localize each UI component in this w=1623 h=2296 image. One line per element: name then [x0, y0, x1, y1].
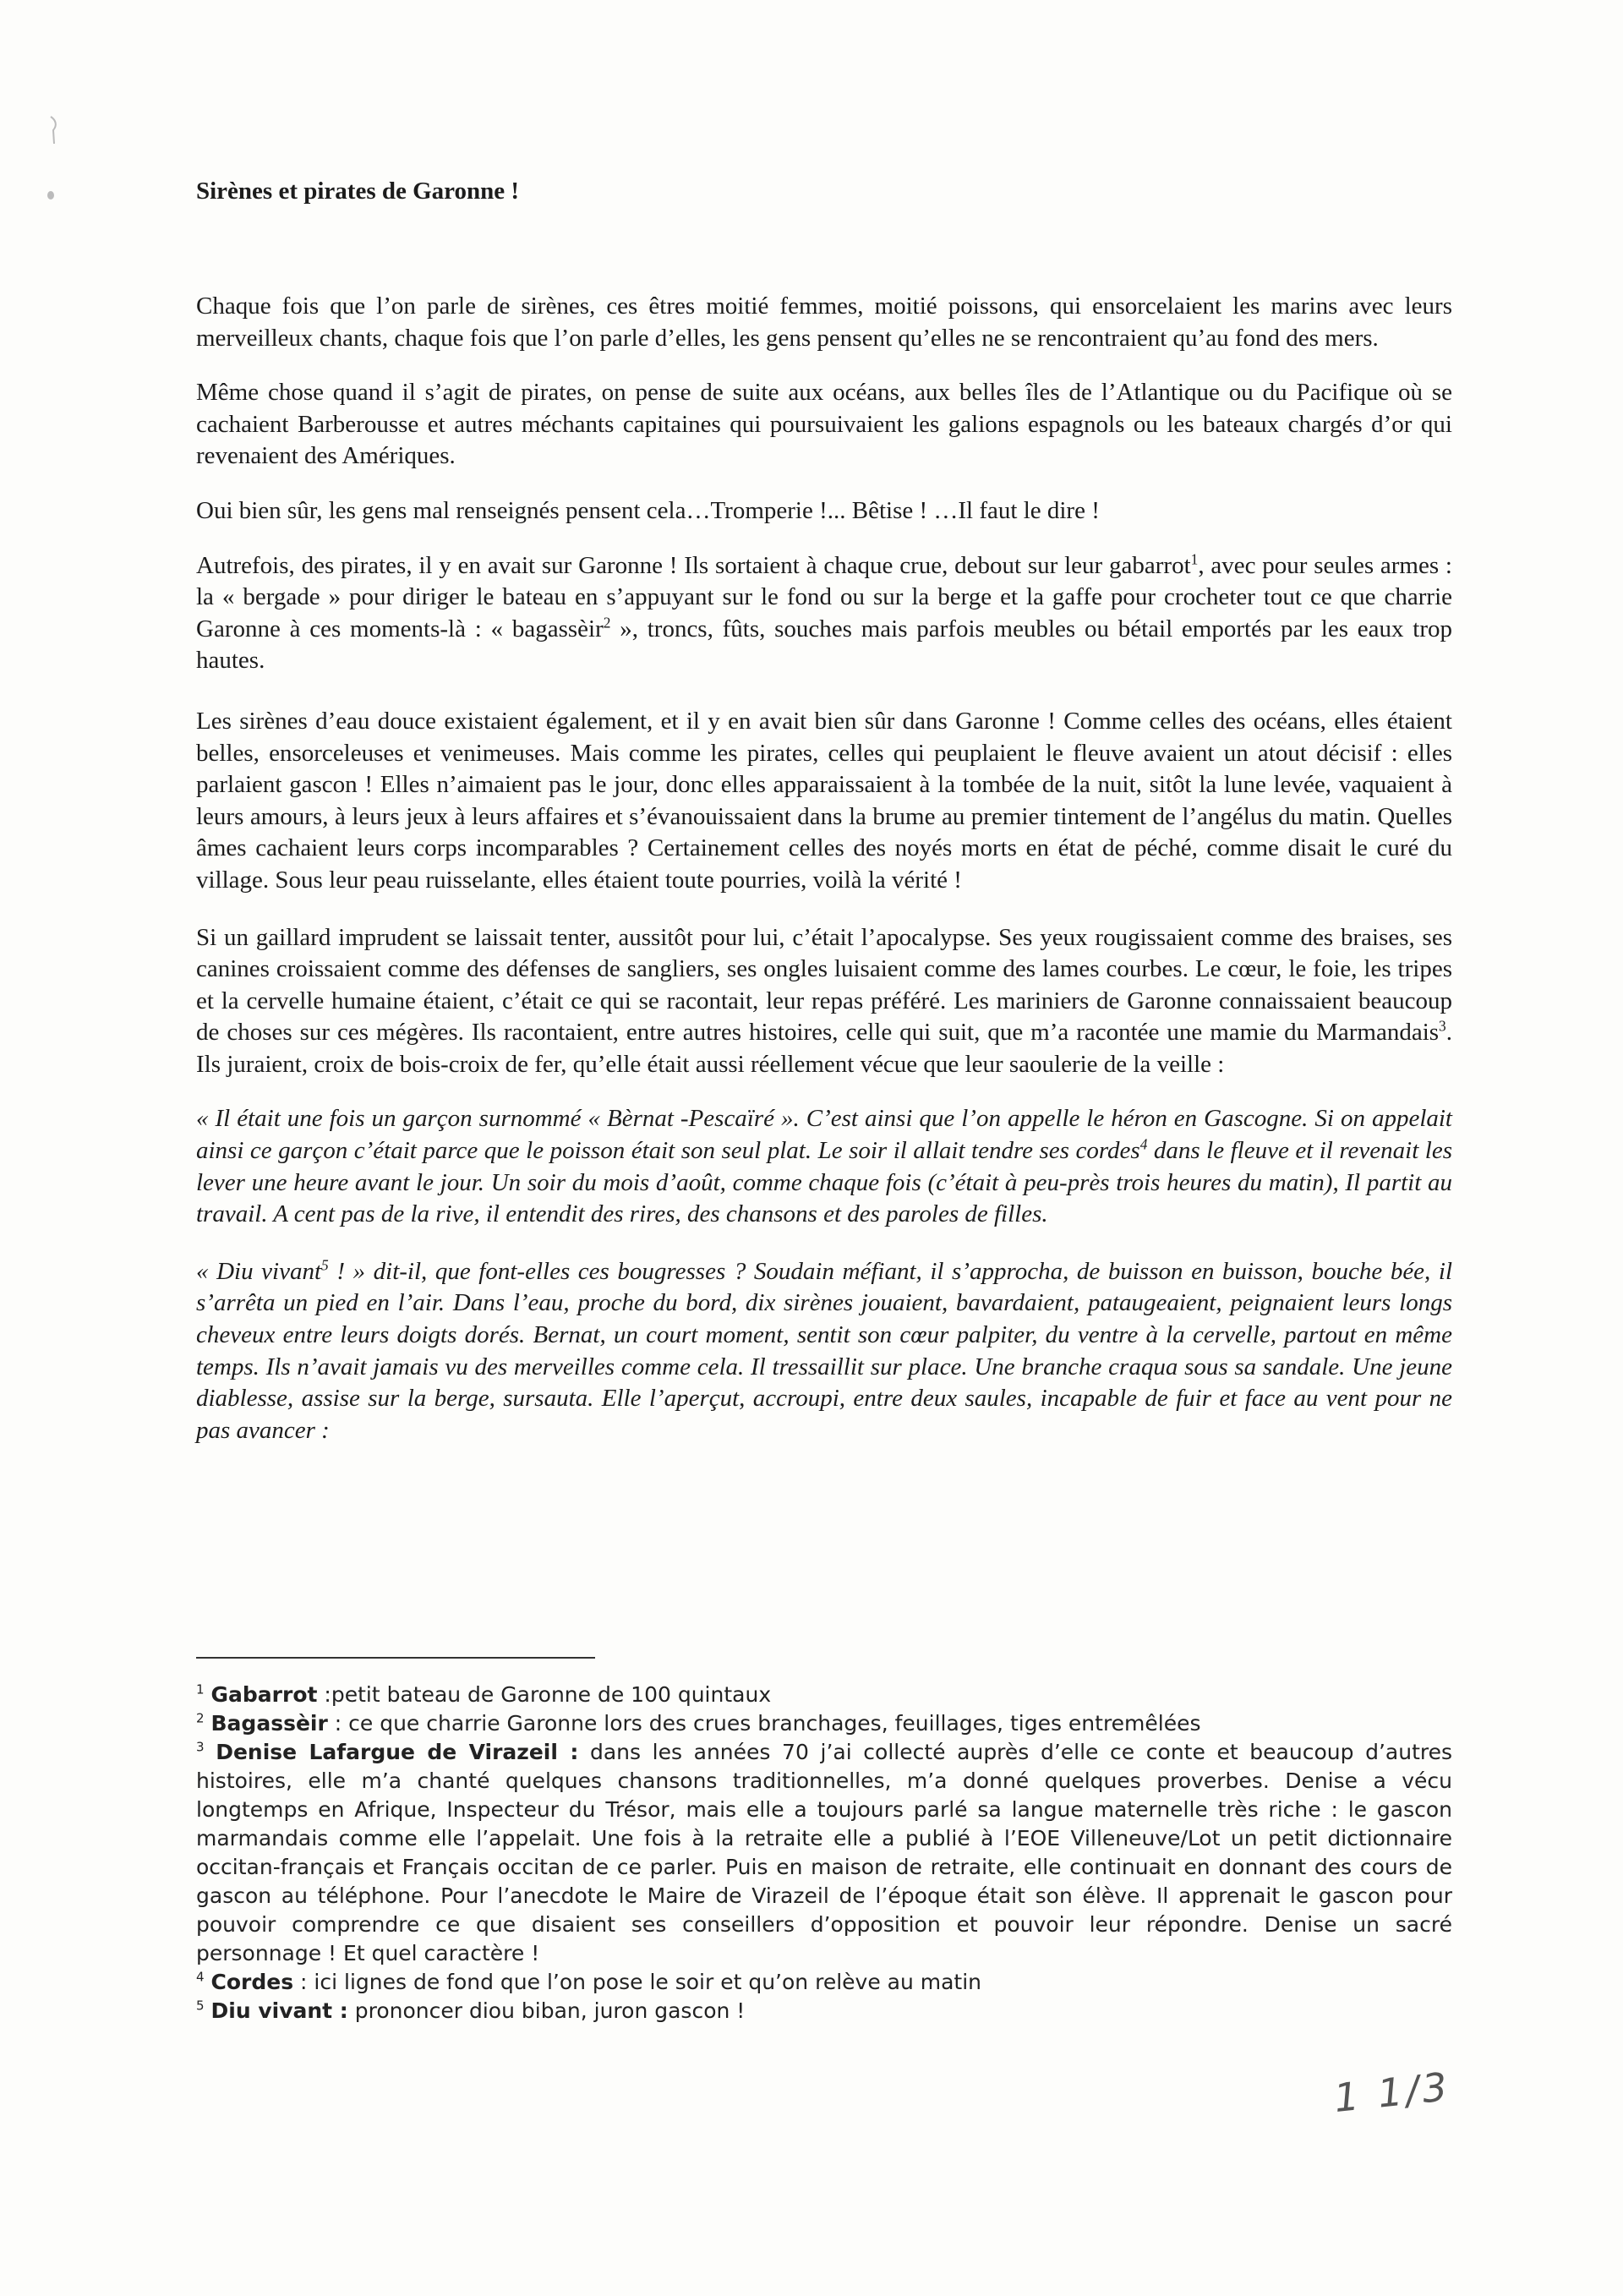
paragraph-6: Si un gaillard imprudent se laissait tenter, aussitôt pour lui, c’était l’apocalypse. Ses yeux rougissaient comme des braises, ses canines croissaient comme des défenses de sangliers, ses ongles luisaient comme des lames courbes. Le cœur, le foie, les tripes et la cervelle humaine étaient, c’était ce qui se racontait, leur repas préféré. Les mariniers de Garonne connaissaient beaucoup de choses sur ces mégères. Ils racontaient, entre autres histoires, celle qui suit, que m’a racontée une mamie du Marmandais$^3$. Ils juraient, croix de bois-croix de fer, qu’elle était aussi réellement vécue que leur saoulerie de la veille : — [196, 923, 1452, 1078]
title-block — [196, 178, 1452, 205]
footnotes — [196, 1681, 1452, 2025]
footnote-1: $^1$ Gabarrot :petit bateau de Garonne de 100 quintaux — [196, 1681, 772, 1707]
footnote-ref: 5 — [321, 1256, 329, 1274]
footnote-3: $^3$ Denise Lafargue de Virazeil : dans les années 70 j’ai collecté auprès d’elle ce conte et beaucoup d’autres histoires, elle m’a chanté quelques chansons traditionnelles, m’a donné quelques proverbes. Denise a vécu longtemps en Afrique, Inspecteur du Trésor, mais elle a toujours parlé sa langue maternelle très riche : le gascon marmandais comme elle l’appelait. Une fois à la retraite elle a publié à l’EOE Villeneuve/Lot un petit dictionnaire occitan-français et Français occitan de ce parler. Puis en maison de retraite, elle continuait en donnant des cours de gascon au téléphone. Pour l’anecdote le Maire de Virazeil de l’époque était son élève. Il apprenait le gascon pour pouvoir comprendre ce que disaient ses conseillers d’opposition et pouvoir leur répondre. Denise un sacré personnage ! Et quel caractère ! — [196, 1739, 1453, 1965]
footnote-ref: 2 — [603, 614, 611, 631]
footnote-ref: 4 — [1139, 1135, 1148, 1153]
paragraph-7-italic: « Il était une fois un garçon surnommé « Bèrnat -Pescaïré ». C’est ainsi que l’on appelle le héron en Gascogne. Si on appelait ainsi ce garçon c’était parce que le poisson était son seul plat. Le soir il allait tendre ses cordes$^4$ dans le fleuve et il revenait les lever une heure avant le jour. Un soir du mois d’août, comme chaque fois (c’était à peu-près trois heures du matin), Il partit au travail. A cent pas de la rive, il entendit des rires, des chansons et des paroles de filles. — [196, 1105, 1452, 1228]
footnote-ref: 1 — [1190, 549, 1199, 567]
margin-mark-icon — [46, 115, 61, 145]
paragraph-8-italic: « Diu vivant$^5$ ! » dit-il, que font-elles ces bougresses ? Soudain méfiant, il s’approcha, de buisson en buisson, bouche bée, il s’arrêta un pied en l’air. Dans l’eau, proche du bord, dix sirènes jouaient, bavardaient, pataugeaient, peignaient leurs longs cheveux entre leurs doigts dorés. Bernat, un court moment, sentit son cœur palpiter, du ventre à la cervelle, partout en même temps. Ils n’avait jamais vu des merveilles comme cela. Il tressaillit sur place. Une branche craqua sous sa sandale. Une jeune diablesse, assise sur la berge, sursauta. Elle l’aperçut, accroupi, entre deux saules, incapable de fuir et face au vent pour ne pas avancer : — [196, 1256, 1453, 1444]
story-body — [196, 291, 1452, 1469]
paragraph-3: Oui bien sûr, les gens mal renseignés pensent cela…Tromperie !... Bêtise ! …Il faut le dire ! — [196, 496, 1100, 524]
page-title: Sirènes et pirates de Garonne ! — [196, 178, 520, 205]
footnote-ref: 3 — [1439, 1017, 1446, 1035]
footnote-5: $^5$ Diu vivant : prononcer diou biban, juron gascon ! — [196, 1998, 746, 2023]
footnote-divider — [196, 1657, 595, 1659]
paragraph-5: Les sirènes d’eau douce existaient également, et il y en avait bien sûr dans Garonne ! Comme celles des océans, elles étaient belles, ensorceleuses et venimeuses. Mais comme les pirates, celles qui peuplaient le fleuve avaient un atout décisif : elles parlaient gascon ! Elles n’aimaient pas le jour, donc elles apparaissaient à la tombée de la nuit, sitôt la lune levée, vaquaient à leurs amours, à leurs jeux à leurs affaires et s’évanouissaient dans la brume au premier tintement de l’angélus du matin. Quelles âmes cachaient leurs corps incomparables ? Certainement celles des noyés morts en état de péché, comme disait le curé du village. Sous leur peau ruisselante, elles étaient toute pourries, voilà la vérité ! — [196, 707, 1452, 894]
footnote-4: $^4$ Cordes : ici lignes de fond que l’on pose le soir et qu’on relève au matin — [196, 1969, 982, 1994]
paragraph-1: Chaque fois que l’on parle de sirènes, ces êtres moitié femmes, moitié poissons, qui ensorcelaient les marins avec leurs merveilleux chants, chaque fois que l’on parle d’elles, les gens pensent qu’elles ne se rencontraient qu’au fond des mers. — [196, 292, 1452, 352]
paragraph-2: Même chose quand il s’agit de pirates, on pense de suite aux océans, aux belles îles de l’Atlantique ou du Pacifique où se cachaient Barberousse et autres méchants capitaines qui poursuivaient les galions espagnols ou les bateaux chargés d’or qui revenaient des Amériques. — [196, 379, 1452, 470]
page-number: 1 1/3 — [1331, 2063, 1453, 2122]
footnote-2: $^2$ Bagassèir : ce que charrie Garonne lors des crues branchages, feuillages, tiges entremêlées — [196, 1710, 1201, 1736]
margin-dot — [47, 191, 54, 200]
paragraph-4: Autrefois, des pirates, il y en avait sur Garonne ! Ils sortaient à chaque crue, debout sur leur gabarrot$^1$, avec pour seules armes : la « bergade » pour diriger le bateau en s’appuyant sur le fond ou sur la berge et la gaffe pour crocheter tout ce que charrie Garonne à ces moments-là : « bagassèir$^2$ », troncs, fûts, souches mais parfois meubles ou bétail emportés par les eaux trop hautes. — [196, 549, 1452, 675]
